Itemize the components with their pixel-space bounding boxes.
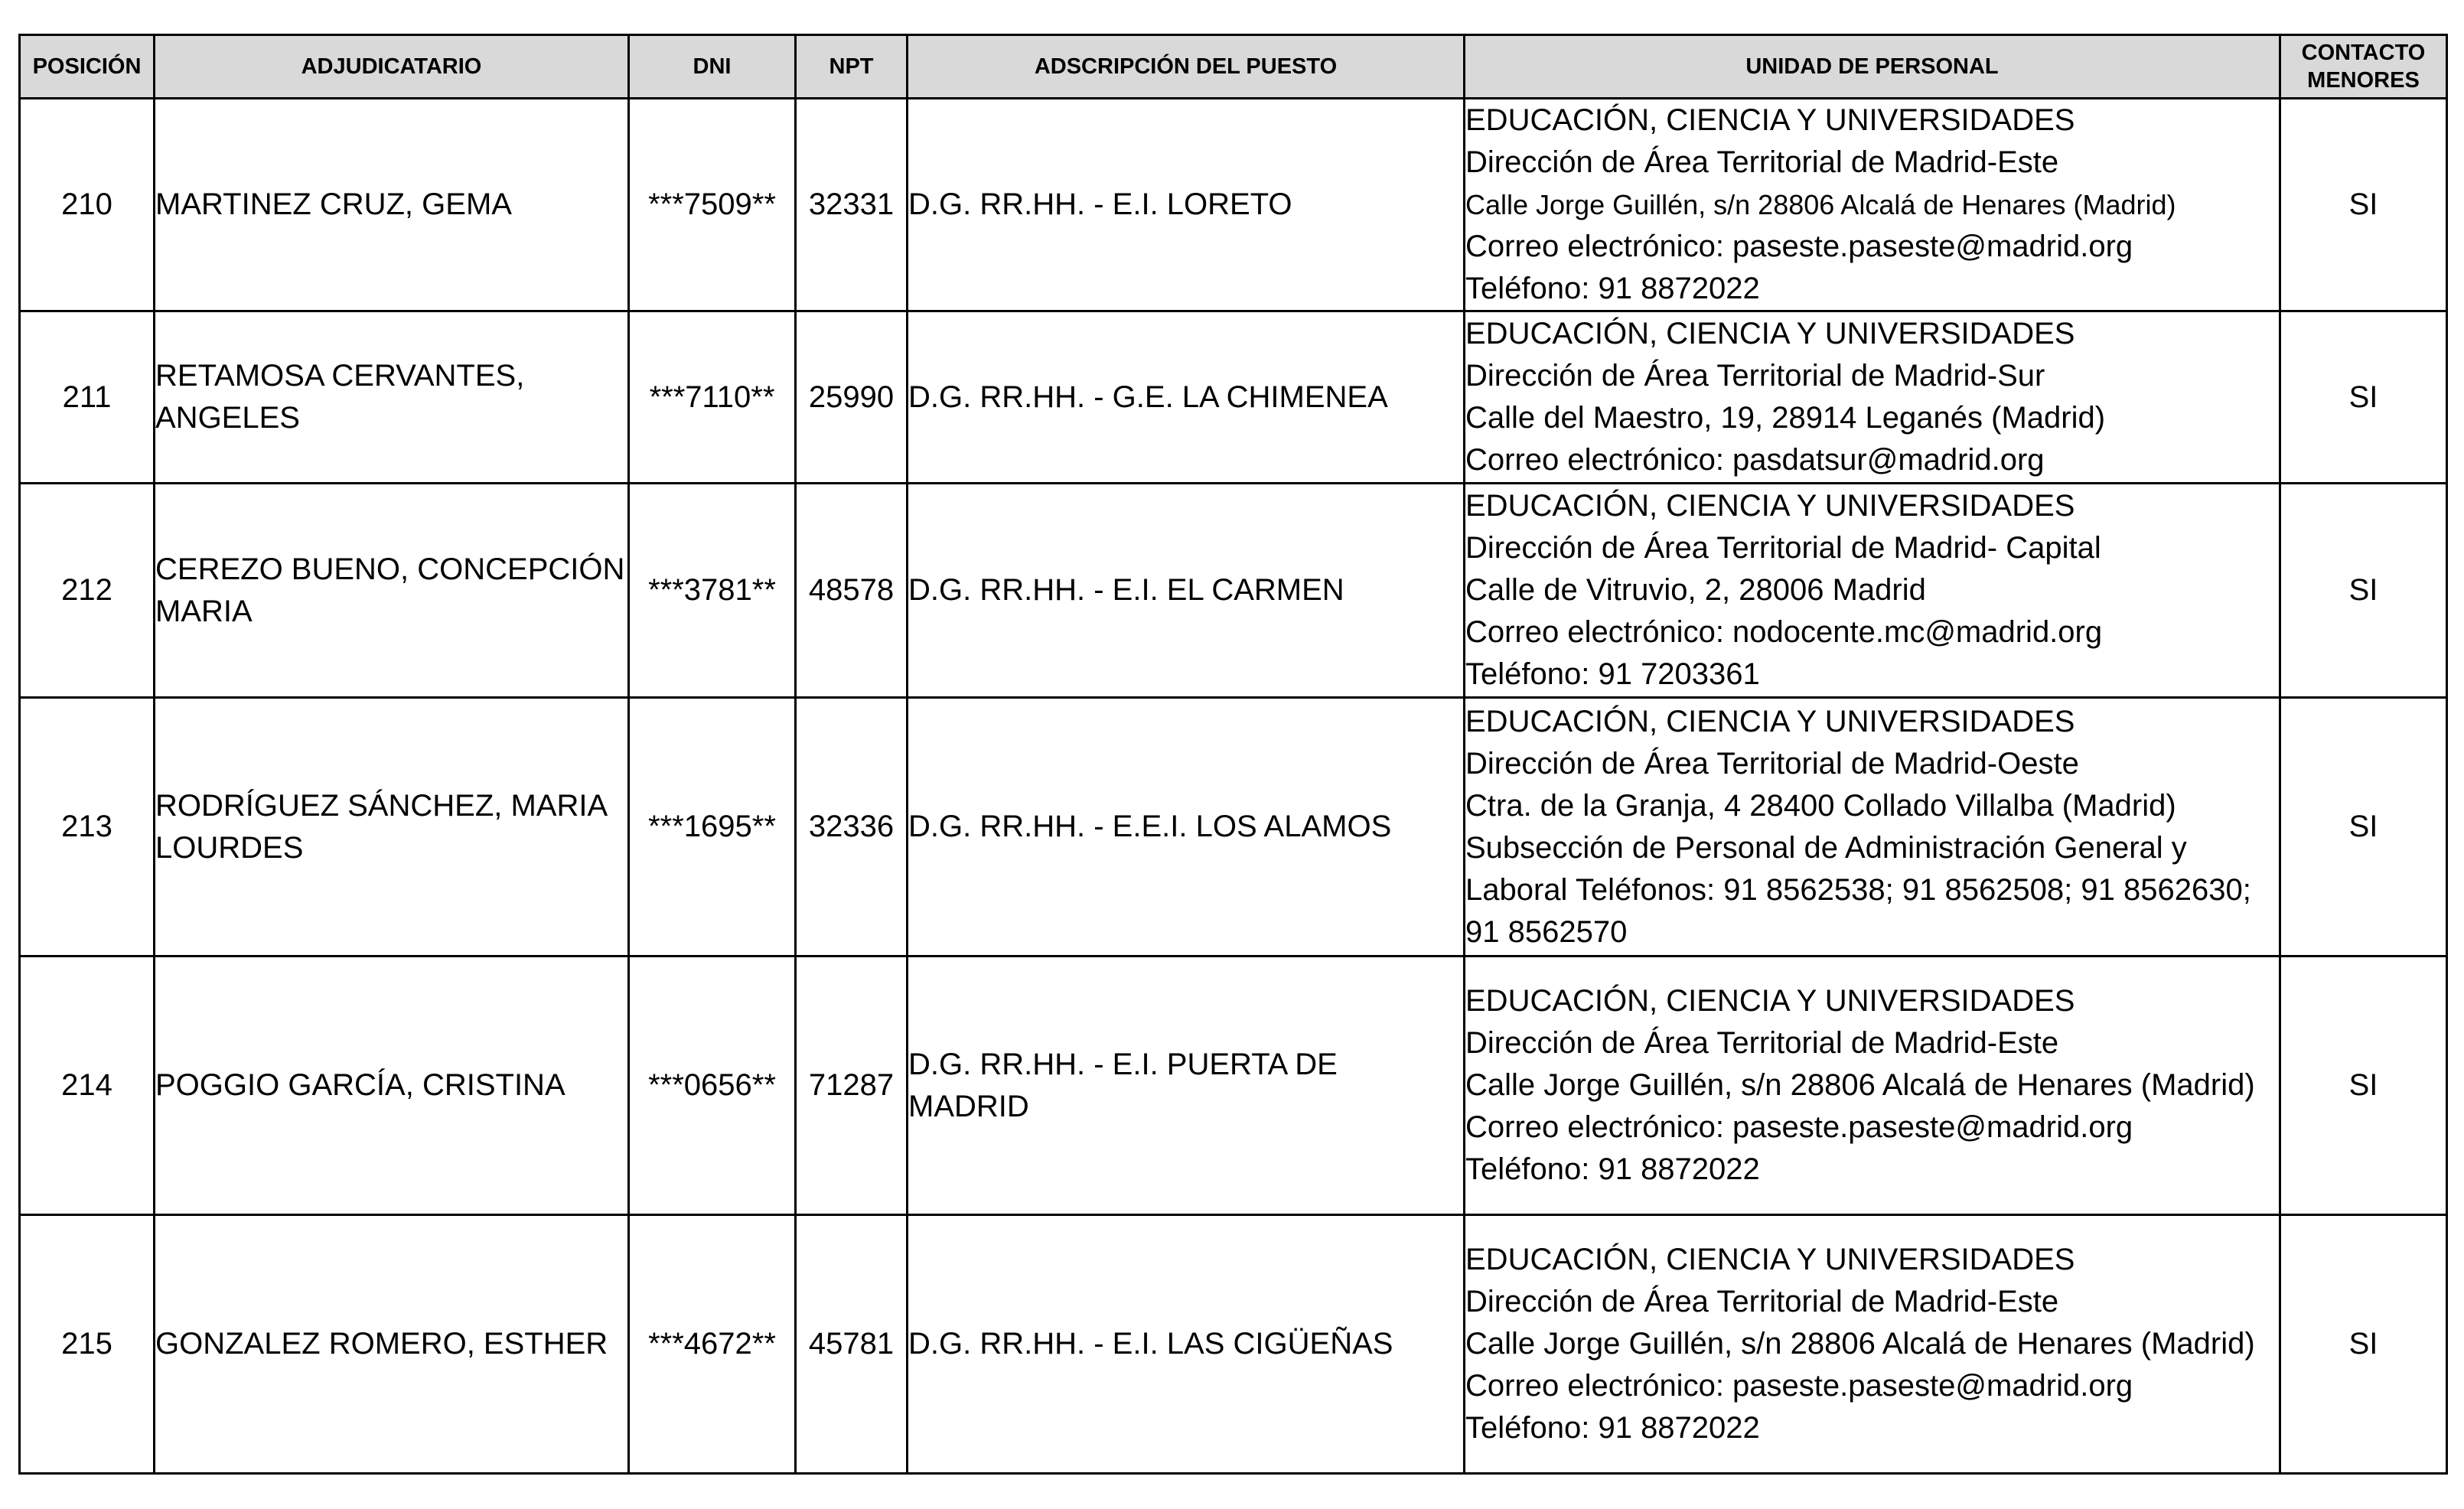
unidad-line: Correo electrónico: pasdatsur@madrid.org xyxy=(1465,443,2045,477)
table-row xyxy=(20,698,2447,957)
unidad-line: Calle del Maestro, 19, 28914 Leganés (Madrid) xyxy=(1465,401,2106,435)
unidad-line: EDUCACIÓN, CIENCIA Y UNIVERSIDADES xyxy=(1465,489,2075,523)
unidad-line: Dirección de Área Territorial de Madrid-Este xyxy=(1465,1026,2059,1060)
unidad-line: Teléfono: 91 8872022 xyxy=(1465,1411,1760,1445)
unidad-line: Correo electrónico: paseste.paseste@madrid.org xyxy=(1465,1110,2133,1144)
cell-unidad-personal xyxy=(1465,957,2280,1215)
cell-unidad-personal xyxy=(1465,698,2280,957)
cell-adjudicatario: RODRÍGUEZ SÁNCHEZ, MARIA LOURDES xyxy=(155,698,629,957)
cell-dni: ***7110** xyxy=(629,311,796,484)
adjudicaciones-table xyxy=(18,34,2448,1475)
header-dni: DNI xyxy=(629,35,796,99)
cell-adscripcion: D.G. RR.HH. - E.I. LORETO xyxy=(908,99,1465,311)
unidad-line: Calle de Vitruvio, 2, 28006 Madrid xyxy=(1465,573,1926,607)
unidad-line: Calle Jorge Guillén, s/n 28806 Alcalá de Henares (Madrid) xyxy=(1465,1327,2255,1361)
cell-contacto-menores: SI xyxy=(2280,1215,2447,1474)
cell-unidad-personal xyxy=(1465,484,2280,698)
cell-unidad-personal xyxy=(1465,311,2280,484)
header-contacto-line1: CONTACTO xyxy=(2301,41,2426,65)
unidad-line: Calle Jorge Guillén, s/n 28806 Alcalá de Henares (Madrid) xyxy=(1465,1068,2255,1102)
cell-npt: 32331 xyxy=(796,99,908,311)
unidad-line: Dirección de Área Territorial de Madrid- Capital xyxy=(1465,531,2101,565)
unidad-line: EDUCACIÓN, CIENCIA Y UNIVERSIDADES xyxy=(1465,704,2075,738)
unidad-line: Dirección de Área Territorial de Madrid-Oeste xyxy=(1465,746,2079,781)
unidad-line: EDUCACIÓN, CIENCIA Y UNIVERSIDADES xyxy=(1465,1243,2075,1276)
header-row xyxy=(20,35,2447,99)
header-contacto-menores xyxy=(2280,35,2447,99)
cell-npt: 71287 xyxy=(796,957,908,1215)
cell-adscripcion: D.G. RR.HH. - E.I. EL CARMEN xyxy=(908,484,1465,698)
cell-unidad-personal xyxy=(1465,1215,2280,1474)
cell-adjudicatario: POGGIO GARCÍA, CRISTINA xyxy=(155,957,629,1215)
unidad-line: EDUCACIÓN, CIENCIA Y UNIVERSIDADES xyxy=(1465,103,2075,137)
cell-npt: 48578 xyxy=(796,484,908,698)
cell-adscripcion: D.G. RR.HH. - E.I. PUERTA DE MADRID xyxy=(908,957,1465,1215)
cell-posicion: 215 xyxy=(20,1215,155,1474)
unidad-line: Calle Jorge Guillén, s/n 28806 Alcalá de Henares (Madrid) xyxy=(1465,189,2176,220)
cell-contacto-menores: SI xyxy=(2280,698,2447,957)
cell-adscripcion: D.G. RR.HH. - E.I. LAS CIGÜEÑAS xyxy=(908,1215,1465,1474)
unidad-line: Dirección de Área Territorial de Madrid-Sur xyxy=(1465,359,2045,393)
header-posicion: POSICIÓN xyxy=(20,35,155,99)
cell-npt: 32336 xyxy=(796,698,908,957)
unidad-line: Correo electrónico: paseste.paseste@madrid.org xyxy=(1465,1369,2133,1403)
unidad-line: Correo electrónico: nodocente.mc@madrid.org xyxy=(1465,615,2103,649)
table-row xyxy=(20,1215,2447,1474)
cell-adscripcion: D.G. RR.HH. - G.E. LA CHIMENEA xyxy=(908,311,1465,484)
cell-adjudicatario: MARTINEZ CRUZ, GEMA xyxy=(155,99,629,311)
cell-adjudicatario: GONZALEZ ROMERO, ESTHER xyxy=(155,1215,629,1474)
unidad-line: Teléfono: 91 8872022 xyxy=(1465,1152,1760,1186)
cell-unidad-personal xyxy=(1465,99,2280,311)
table-row xyxy=(20,311,2447,484)
unidad-line: Dirección de Área Territorial de Madrid-Este xyxy=(1465,1285,2059,1318)
cell-posicion: 213 xyxy=(20,698,155,957)
cell-contacto-menores: SI xyxy=(2280,957,2447,1215)
header-contacto-line2: MENORES xyxy=(2307,68,2420,93)
unidad-line: Teléfono: 91 7203361 xyxy=(1465,657,1760,691)
cell-dni: ***7509** xyxy=(629,99,796,311)
header-adscripcion: ADSCRIPCIÓN DEL PUESTO xyxy=(908,35,1465,99)
unidad-line: Correo electrónico: paseste.paseste@madrid.org xyxy=(1465,230,2133,263)
cell-posicion: 211 xyxy=(20,311,155,484)
unidad-line: EDUCACIÓN, CIENCIA Y UNIVERSIDADES xyxy=(1465,317,2075,350)
cell-adjudicatario: RETAMOSA CERVANTES, ANGELES xyxy=(155,311,629,484)
cell-dni: ***4672** xyxy=(629,1215,796,1474)
unidad-line: Dirección de Área Territorial de Madrid-Este xyxy=(1465,145,2059,179)
cell-posicion: 212 xyxy=(20,484,155,698)
cell-dni: ***0656** xyxy=(629,957,796,1215)
cell-posicion: 210 xyxy=(20,99,155,311)
cell-adjudicatario: CEREZO BUENO, CONCEPCIÓN MARIA xyxy=(155,484,629,698)
cell-contacto-menores: SI xyxy=(2280,311,2447,484)
cell-dni: ***1695** xyxy=(629,698,796,957)
cell-contacto-menores: SI xyxy=(2280,484,2447,698)
header-adjudicatario: ADJUDICATARIO xyxy=(155,35,629,99)
unidad-line: Ctra. de la Granja, 4 28400 Collado Villalba (Madrid) xyxy=(1465,788,2176,823)
cell-contacto-menores: SI xyxy=(2280,99,2447,311)
cell-dni: ***3781** xyxy=(629,484,796,698)
table-row xyxy=(20,99,2447,311)
cell-npt: 45781 xyxy=(796,1215,908,1474)
cell-npt: 25990 xyxy=(796,311,908,484)
header-unidad: UNIDAD DE PERSONAL xyxy=(1465,35,2280,99)
cell-adscripcion: D.G. RR.HH. - E.E.I. LOS ALAMOS xyxy=(908,698,1465,957)
cell-posicion: 214 xyxy=(20,957,155,1215)
unidad-line: Subsección de Personal de Administración General y Laboral Teléfonos: 91 8562538; 91 8562508; 91 8562630; 91 8562570 xyxy=(1465,830,2251,949)
header-npt: NPT xyxy=(796,35,908,99)
unidad-line: Teléfono: 91 8872022 xyxy=(1465,272,1760,305)
table-row xyxy=(20,484,2447,698)
unidad-line: EDUCACIÓN, CIENCIA Y UNIVERSIDADES xyxy=(1465,984,2075,1018)
table-row xyxy=(20,957,2447,1215)
